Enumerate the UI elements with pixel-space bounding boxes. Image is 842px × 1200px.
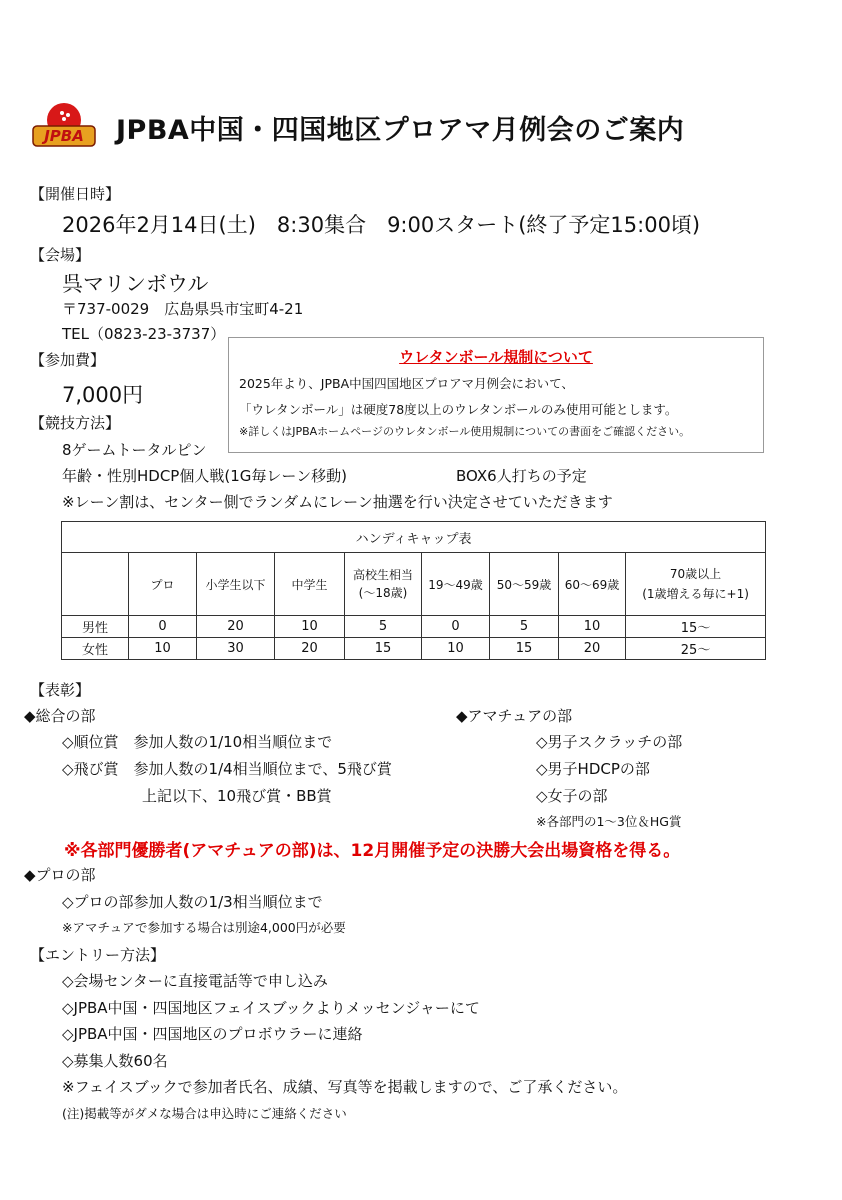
logo-text: JPBA [44,127,84,145]
table-header-main: 70歳以上 [669,567,722,581]
overall-item-1: ◇順位賞 参加人数の1/10相当順位まで [62,733,333,751]
row-label: 女性 [62,638,129,660]
table-header-cell: 50〜59歳 [490,553,559,616]
fee-label: 【参加費】 [30,351,106,369]
table-cell: 10 [422,638,490,660]
competition-box-note: BOX6人打ちの予定 [456,467,587,485]
table-header-cell [345,553,422,616]
amateur-item-3: ◇女子の部 [536,787,608,805]
entry-line-1: ◇会場センターに直接電話等で申し込み [62,972,328,990]
overall-title: ◆総合の部 [24,707,96,725]
table-cell: 10 [275,616,345,638]
amateur-item-2: ◇男子HDCPの部 [536,760,650,778]
competition-line-3: ※レーン割は、センター側でランダムにレーン抽選を行い決定させていただきます [62,493,613,511]
table-header-main: 高校生相当 [352,568,413,582]
table-cell: 10 [559,616,626,638]
table-cell: 15〜 [626,616,766,638]
table-cell: 15 [490,638,559,660]
table-header-sub: (1歳増える毎に+1) [642,587,749,601]
venue-address: 〒737-0029 広島県呉市宝町4-21 [62,300,304,318]
overall-item-2: ◇飛び賞 参加人数の1/4相当順位まで、5飛び賞 [62,760,392,778]
notice-line-1: 2025年より、JPBA中国四国地区プロアマ月例会において、 [239,376,574,391]
table-cell: 20 [275,638,345,660]
table-cell: 5 [490,616,559,638]
notice-title: ウレタンボール規制について [399,348,593,366]
notice-line-3: ※詳しくはJPBAホームページのウレタンボール使用規制についての書面をご確認ください。 [239,425,691,438]
table-cell: 5 [345,616,422,638]
table-cell: 30 [197,638,275,660]
table-cell: 0 [129,616,197,638]
table-cell: 20 [559,638,626,660]
amateur-item-1: ◇男子スクラッチの部 [536,733,683,751]
venue-name: 呉マリンボウル [62,272,209,296]
entry-label: 【エントリー方法】 [30,946,166,964]
entry-line-3: ◇JPBA中国・四国地区のプロボウラーに連絡 [62,1025,363,1043]
entry-line-6: (注)掲載等がダメな場合は申込時にご連絡ください [62,1106,347,1121]
date-label: 【開催日時】 [30,185,121,203]
table-header-cell: 60〜69歳 [559,553,626,616]
table-cell: 20 [197,616,275,638]
table-header-cell: 19〜49歳 [422,553,490,616]
table-header-sub: (〜18歳) [358,586,408,600]
table-header-cell: プロ [129,553,197,616]
table-row [62,616,766,638]
venue-tel: TEL（0823-23-3737） [62,325,226,343]
pro-note: ※アマチュアで参加する場合は別途4,000円が必要 [62,920,346,935]
finals-qualification-notice: ※各部門優勝者(アマチュアの部)は、12月開催予定の決勝大会出場資格を得る。 [64,841,681,861]
notice-line-2: 「ウレタンボール」は硬度78度以上のウレタンボールのみ使用可能とします。 [239,402,678,417]
entry-line-4: ◇募集人数60名 [62,1052,168,1070]
table-header-cell: 小学生以下 [197,553,275,616]
urethane-notice-box [228,337,764,453]
page-title: JPBA中国・四国地区プロアマ月例会のご案内 [116,115,685,146]
awards-label: 【表彰】 [30,681,91,699]
competition-line-2: 年齢・性別HDCP個人戦(1G毎レーン移動) [62,467,347,485]
entry-line-2: ◇JPBA中国・四国地区フェイスブックよりメッセンジャーにて [62,999,480,1017]
table-row [62,638,766,660]
row-label: 男性 [62,616,129,638]
jpba-logo [30,100,98,150]
table-corner-cell [62,553,129,616]
amateur-note: ※各部門の1〜3位＆HG賞 [536,814,682,829]
pro-title: ◆プロの部 [24,866,96,884]
venue-label: 【会場】 [30,246,91,264]
table-cell: 15 [345,638,422,660]
amateur-title: ◆アマチュアの部 [456,707,573,725]
table-cell: 0 [422,616,490,638]
table-header-cell [626,553,766,616]
fee-value: 7,000円 [62,383,144,407]
pro-item-1: ◇プロの部参加人数の1/3相当順位まで [62,893,323,911]
handicap-table [61,521,766,660]
handicap-table-title: ハンディキャップ表 [62,522,766,553]
table-cell: 25〜 [626,638,766,660]
entry-line-5: ※フェイスブックで参加者氏名、成績、写真等を掲載しますので、ご了承ください。 [62,1078,628,1096]
date-value: 2026年2月14日(土) 8:30集合 9:00スタート(終了予定15:00頃) [62,213,701,237]
competition-label: 【競技方法】 [30,414,121,432]
overall-item-3: 上記以下、10飛び賞・BB賞 [142,787,332,805]
table-header-cell: 中学生 [275,553,345,616]
competition-line-1: 8ゲームトータルピン [62,441,207,459]
table-cell: 10 [129,638,197,660]
